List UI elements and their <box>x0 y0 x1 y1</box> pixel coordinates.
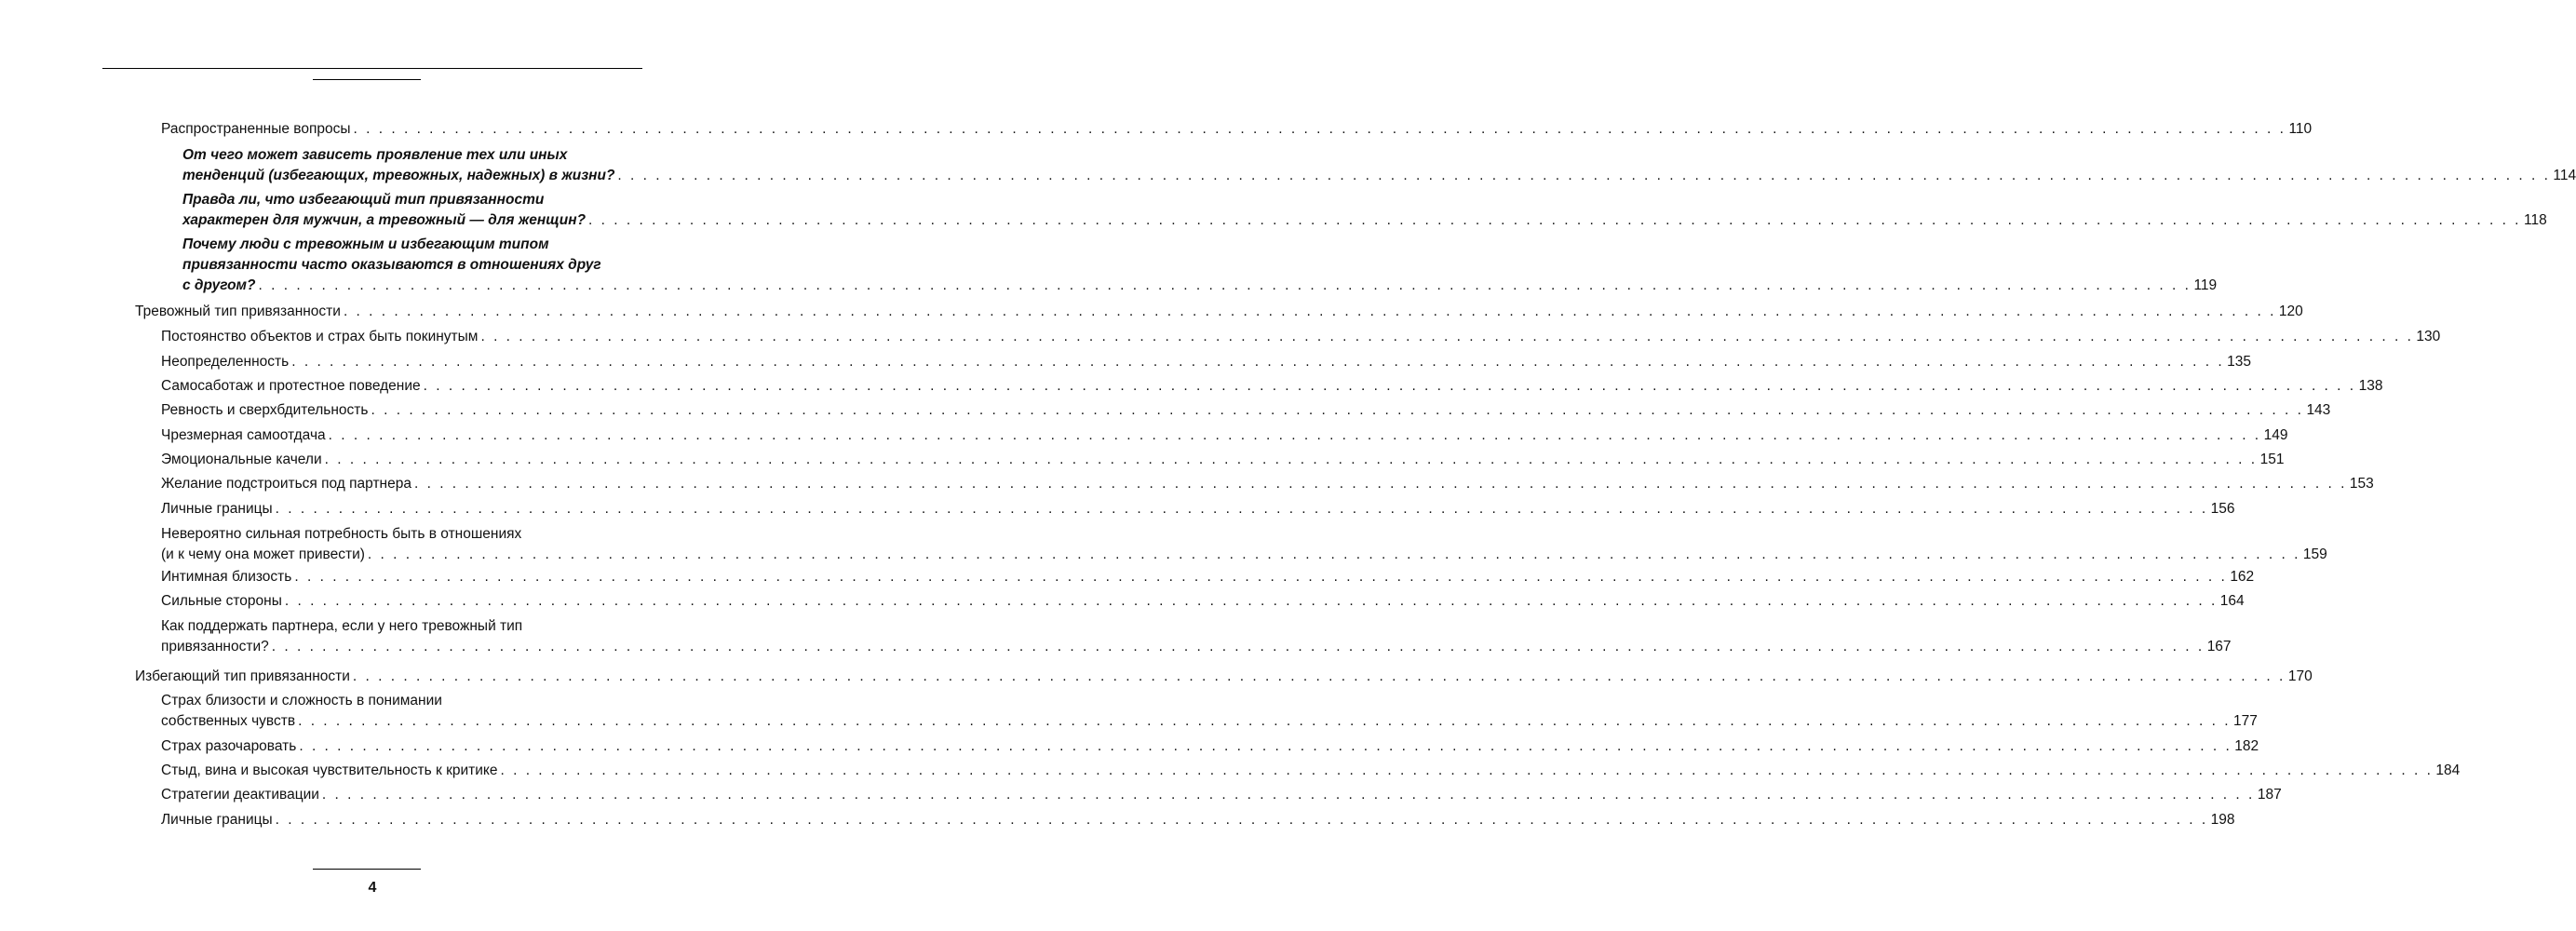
dot-leader <box>344 302 2276 322</box>
toc-entry-line <box>161 691 642 711</box>
toc-page-number: 156 <box>2210 501 2235 517</box>
toc-entry-line <box>161 616 642 637</box>
toc-entry-line <box>161 352 2252 372</box>
toc-entry-title: Страх близости и сложность в понимании <box>161 693 442 708</box>
toc-page-number: 149 <box>2263 427 2288 443</box>
toc-entry-title: От чего может зависеть проявление тех или иных <box>182 147 568 163</box>
toc-entry-title: Неопределенность <box>161 354 290 370</box>
toc-entry-title: привязанности? <box>161 639 269 654</box>
dot-leader <box>291 352 2224 372</box>
toc-entry <box>161 785 2282 805</box>
toc-entry-title: Личные границы <box>161 501 273 517</box>
dot-leader <box>298 711 2231 732</box>
toc-entry-title: Как поддержать партнера, если у него тревожный тип <box>161 618 523 634</box>
toc-entry-line <box>135 302 2303 322</box>
toc-page-number: 182 <box>2234 738 2259 754</box>
dot-leader <box>617 166 2550 186</box>
toc-entry-line <box>135 667 2313 687</box>
toc-entry-line <box>161 474 2374 494</box>
toc-entry-line <box>161 736 2259 757</box>
toc-entry <box>161 616 2232 657</box>
dot-leader <box>353 667 2286 687</box>
toc-entry-line <box>161 119 2313 140</box>
toc-page-number: 153 <box>2349 476 2374 492</box>
toc-entry-title: Постоянство объектов и страх быть покинутым <box>161 329 479 344</box>
dot-leader <box>354 119 2286 140</box>
toc-page-number: 187 <box>2257 787 2282 803</box>
toc-entry-line <box>182 235 642 255</box>
toc-entry-title: Тревожный тип привязанности <box>135 304 341 319</box>
toc-entry-title: с другом? <box>182 277 256 293</box>
toc-page-number: 135 <box>2227 354 2252 370</box>
toc-entry <box>161 425 2288 446</box>
dot-leader <box>294 567 2227 587</box>
toc-entry-line <box>161 425 2288 446</box>
dot-leader <box>588 210 2521 231</box>
dot-leader <box>424 376 2356 397</box>
toc-entry <box>161 119 2313 140</box>
toc-entry <box>161 591 2245 612</box>
dot-leader <box>276 810 2208 830</box>
dot-leader <box>414 474 2347 494</box>
toc-page-number: 198 <box>2210 812 2235 828</box>
toc-entry-title: собственных чувств <box>161 713 296 729</box>
toc-page-number: 167 <box>2206 639 2232 654</box>
toc-page-number: 138 <box>2358 378 2383 394</box>
toc-entry-title: Страх разочаровать <box>161 738 297 754</box>
toc-entry-line <box>161 567 2255 587</box>
toc-entry-title: Стыд, вина и высокая чувствительность к критике <box>161 762 498 778</box>
toc-entry <box>161 567 2255 587</box>
page-number: 4 <box>368 880 377 896</box>
dot-leader <box>258 276 2191 296</box>
toc-entry <box>182 145 2576 186</box>
toc-page-number: 177 <box>2233 713 2258 729</box>
toc-page-number: 151 <box>2259 452 2285 467</box>
toc-entry <box>161 376 2383 397</box>
toc-page-number: 184 <box>2435 762 2461 778</box>
toc-entry <box>161 524 2327 565</box>
toc-entry-title: Самосаботаж и протестное поведение <box>161 378 421 394</box>
dot-leader <box>285 591 2218 612</box>
toc-entry-line <box>182 166 2576 186</box>
toc-entry-title: Чрезмерная самоотдача <box>161 427 326 443</box>
toc-page-number: 130 <box>2416 329 2441 344</box>
toc-entry-title: Эмоциональные качели <box>161 452 322 467</box>
toc-entry-line <box>182 145 642 166</box>
toc-entry <box>161 810 2235 830</box>
dot-leader <box>272 637 2205 657</box>
toc-entry <box>161 327 2441 347</box>
toc-entry <box>161 352 2252 372</box>
toc-entry-line <box>161 524 642 545</box>
toc-entry <box>135 302 2303 322</box>
toc-entry-title: (и к чему она может привести) <box>161 546 365 562</box>
toc-entry-line <box>182 276 2218 296</box>
toc-entry-title: Невероятно сильная потребность быть в отношениях <box>161 526 522 542</box>
toc-entry-line <box>161 761 2461 781</box>
toc-entry-line <box>161 376 2383 397</box>
toc-entry-title: Желание подстроиться под партнера <box>161 476 411 492</box>
toc-entry-line <box>161 711 2258 732</box>
toc-entry-title: Ревность и сверхбдительность <box>161 402 369 418</box>
dot-leader <box>368 545 2300 565</box>
toc-entry-line <box>161 637 2232 657</box>
toc-entry-title: привязанности часто оказываются в отношениях друг <box>182 257 601 273</box>
toc-entry-title: Интимная близость <box>161 569 292 585</box>
toc-entry-line <box>182 255 642 276</box>
toc-entry <box>182 235 2218 296</box>
toc-entry-line <box>182 190 642 210</box>
dot-leader <box>329 425 2261 446</box>
toc-entry <box>161 474 2374 494</box>
dot-leader <box>299 736 2232 757</box>
dot-leader <box>325 450 2258 470</box>
toc-entry-line <box>182 210 2547 231</box>
toc-entry-title: характерен для мужчин, а тревожный — для женщин? <box>182 212 587 228</box>
footer-rule <box>313 869 421 870</box>
toc-entry-title: Распространенные вопросы <box>161 121 351 137</box>
toc-entry <box>161 691 2258 732</box>
toc-entry <box>161 400 2331 421</box>
toc-entry-line <box>161 545 2327 565</box>
toc-entry-title: Личные границы <box>161 812 273 828</box>
toc-page-number: 170 <box>2287 668 2313 684</box>
toc-entry-line <box>161 785 2282 805</box>
toc-page-number: 159 <box>2302 546 2327 562</box>
toc-page-number: 143 <box>2306 402 2331 418</box>
header-short-rule <box>313 79 421 80</box>
toc-entry-title: Избегающий тип привязанности <box>135 668 350 684</box>
dot-leader <box>322 785 2255 805</box>
toc-entry-line <box>161 499 2235 519</box>
toc-page-number: 164 <box>2219 593 2245 609</box>
toc-entry <box>182 190 2547 231</box>
toc-page-number: 114 <box>2553 168 2576 183</box>
toc-entry-title: Почему люди с тревожным и избегающим типом <box>182 236 549 252</box>
toc-page-number: 162 <box>2230 569 2255 585</box>
toc-entry-line <box>161 810 2235 830</box>
dot-leader <box>371 400 2303 421</box>
dot-leader <box>500 761 2433 781</box>
toc-entry <box>135 667 2313 687</box>
dot-leader <box>276 499 2208 519</box>
header-rule <box>102 68 642 69</box>
dot-leader <box>480 327 2413 347</box>
toc-entry-title: Сильные стороны <box>161 593 282 609</box>
toc-page-number: 118 <box>2523 212 2547 228</box>
toc-entry-line <box>161 591 2245 612</box>
toc-page-number: 110 <box>2288 121 2313 137</box>
toc-entry-line <box>161 327 2441 347</box>
toc-page-number: 119 <box>2193 277 2218 293</box>
toc-entry-line <box>161 450 2285 470</box>
toc-entry-title: Стратегии деактивации <box>161 787 319 803</box>
toc-entry-title: тенденций (избегающих, тревожных, надежных) в жизни? <box>182 168 615 183</box>
toc-entry-line <box>161 400 2331 421</box>
toc-entry-title: Правда ли, что избегающий тип привязанности <box>182 192 545 208</box>
toc-entry <box>161 761 2461 781</box>
toc-page-number: 120 <box>2278 304 2303 319</box>
toc-entry <box>161 499 2235 519</box>
toc-entry <box>161 450 2285 470</box>
toc-entry <box>161 736 2259 757</box>
